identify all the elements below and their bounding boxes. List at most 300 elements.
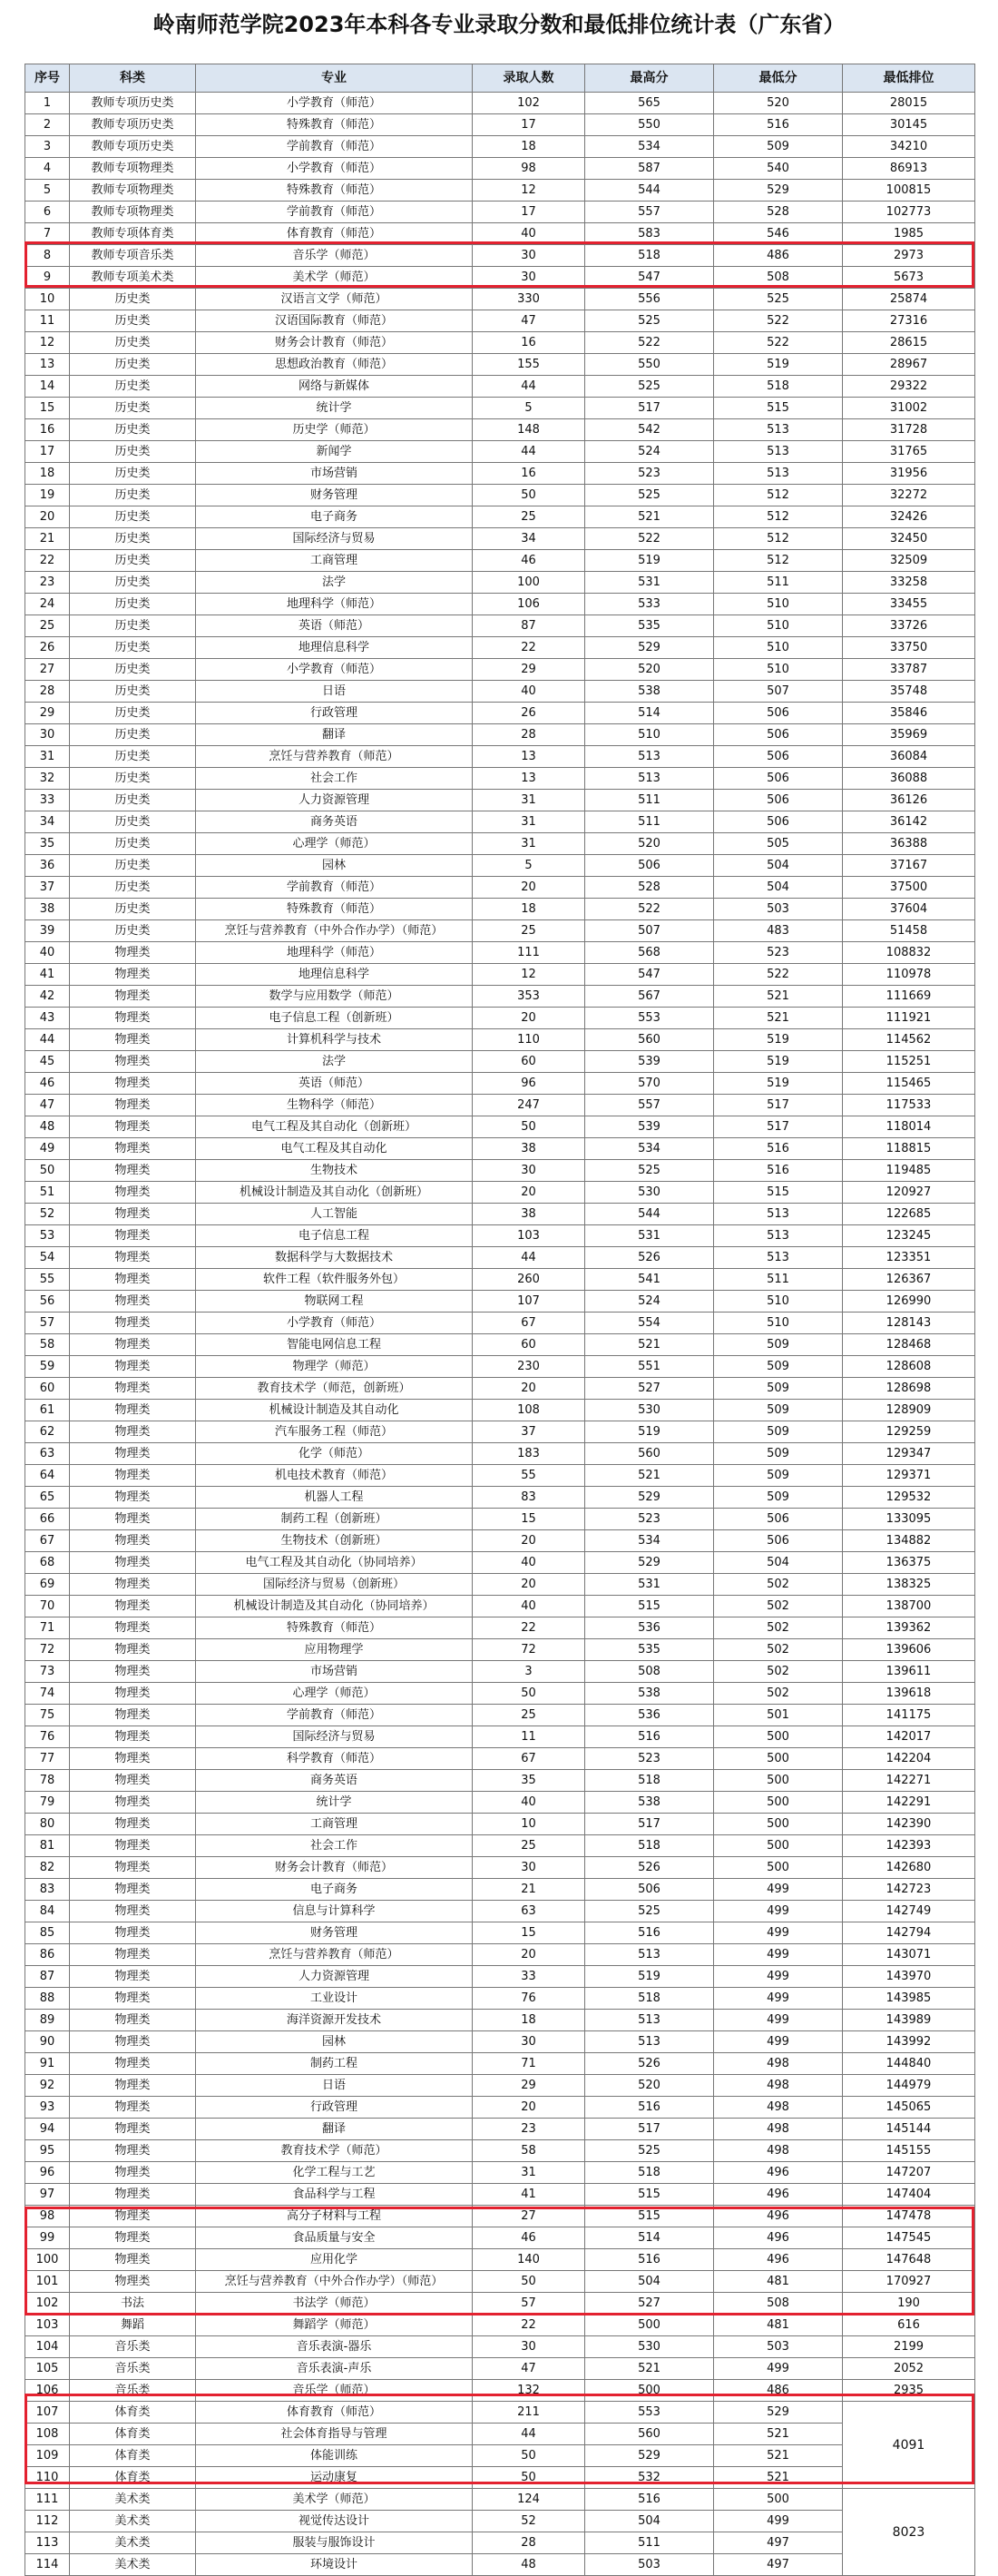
row-min-score: 540 (714, 158, 843, 180)
row-min-rank: 145065 (843, 2097, 975, 2119)
row-max-score: 534 (585, 136, 714, 158)
row-major: 行政管理 (196, 703, 473, 724)
row-index: 70 (25, 1596, 70, 1617)
row-category: 历史类 (70, 398, 196, 419)
row-min-rank: 139362 (843, 1617, 975, 1639)
row-category: 教师专项体育类 (70, 223, 196, 245)
row-major: 小学教育（师范） (196, 1313, 473, 1334)
row-min-score: 503 (714, 2336, 843, 2358)
row-admitted: 38 (473, 1204, 585, 1225)
row-category: 物理类 (70, 1421, 196, 1443)
row-min-score: 486 (714, 245, 843, 267)
table-row (25, 1726, 975, 1748)
row-min-score: 496 (714, 2162, 843, 2184)
row-major: 机械设计制造及其自动化 (196, 1400, 473, 1421)
row-max-score: 506 (585, 1879, 714, 1901)
row-max-score: 518 (585, 1988, 714, 2010)
row-index: 71 (25, 1617, 70, 1639)
row-category: 物理类 (70, 1356, 196, 1378)
row-min-rank: 37500 (843, 877, 975, 899)
row-index: 26 (25, 637, 70, 659)
table-row (25, 1922, 975, 1944)
row-admitted: 13 (473, 768, 585, 790)
row-index: 53 (25, 1225, 70, 1247)
row-category: 历史类 (70, 768, 196, 790)
table-row (25, 1639, 975, 1661)
row-category: 物理类 (70, 2140, 196, 2162)
row-category: 物理类 (70, 1291, 196, 1313)
row-category: 物理类 (70, 1835, 196, 1857)
row-max-score: 570 (585, 1073, 714, 1095)
row-index: 65 (25, 1487, 70, 1509)
row-min-score: 506 (714, 746, 843, 768)
row-min-rank: 28967 (843, 354, 975, 376)
row-category: 历史类 (70, 615, 196, 637)
row-admitted: 41 (473, 2184, 585, 2206)
row-max-score: 519 (585, 1966, 714, 1988)
row-min-rank: 134882 (843, 1530, 975, 1552)
row-category: 物理类 (70, 1051, 196, 1073)
row-category: 物理类 (70, 1574, 196, 1596)
row-major: 法学 (196, 1051, 473, 1073)
row-category: 物理类 (70, 2031, 196, 2053)
row-index: 59 (25, 1356, 70, 1378)
row-min-score: 500 (714, 1814, 843, 1835)
row-category: 历史类 (70, 746, 196, 768)
row-min-rank: 139606 (843, 1639, 975, 1661)
row-min-score: 519 (714, 1051, 843, 1073)
row-min-rank: 141175 (843, 1705, 975, 1726)
row-major: 体育教育（师范） (196, 223, 473, 245)
row-major: 制药工程（创新班） (196, 1509, 473, 1530)
row-major: 翻译 (196, 2119, 473, 2140)
row-max-score: 551 (585, 1356, 714, 1378)
row-admitted: 25 (473, 1705, 585, 1726)
row-min-score: 498 (714, 2075, 843, 2097)
row-major: 物联网工程 (196, 1291, 473, 1313)
table-row (25, 2140, 975, 2162)
row-category: 物理类 (70, 1530, 196, 1552)
row-admitted: 98 (473, 158, 585, 180)
table-row (25, 202, 975, 223)
row-index: 27 (25, 659, 70, 681)
row-category: 物理类 (70, 1465, 196, 1487)
row-category: 美术类 (70, 2489, 196, 2511)
row-major: 烹饪与营养教育（师范） (196, 1944, 473, 1966)
row-min-score: 496 (714, 2249, 843, 2271)
row-index: 3 (25, 136, 70, 158)
row-index: 55 (25, 1269, 70, 1291)
row-min-score: 499 (714, 2511, 843, 2532)
row-max-score: 550 (585, 114, 714, 136)
row-category: 物理类 (70, 1639, 196, 1661)
row-index: 108 (25, 2424, 70, 2445)
row-admitted: 52 (473, 2511, 585, 2532)
table-row (25, 1879, 975, 1901)
table-row (25, 223, 975, 245)
row-min-score: 500 (714, 1857, 843, 1879)
row-min-rank: 33787 (843, 659, 975, 681)
row-major: 汽车服务工程（师范） (196, 1421, 473, 1443)
table-row (25, 2162, 975, 2184)
row-min-rank: 2052 (843, 2358, 975, 2380)
row-index: 72 (25, 1639, 70, 1661)
row-major: 心理学（师范） (196, 833, 473, 855)
table-row (25, 2489, 975, 2511)
row-min-score: 510 (714, 594, 843, 615)
row-min-score: 498 (714, 2140, 843, 2162)
row-index: 81 (25, 1835, 70, 1857)
table-row (25, 1378, 975, 1400)
row-index: 35 (25, 833, 70, 855)
row-index: 29 (25, 703, 70, 724)
row-major: 国际经济与贸易（创新班） (196, 1574, 473, 1596)
table-row (25, 2184, 975, 2206)
row-major: 工业设计 (196, 1988, 473, 2010)
row-min-rank: 129532 (843, 1487, 975, 1509)
row-min-rank: 145144 (843, 2119, 975, 2140)
row-min-rank: 142390 (843, 1814, 975, 1835)
row-category: 物理类 (70, 1857, 196, 1879)
table-row (25, 419, 975, 441)
row-index: 37 (25, 877, 70, 899)
table-row (25, 1138, 975, 1160)
row-category: 教师专项历史类 (70, 136, 196, 158)
table-row (25, 93, 975, 114)
row-max-score: 516 (585, 1726, 714, 1748)
row-min-rank: 144979 (843, 2075, 975, 2097)
row-min-score: 506 (714, 790, 843, 811)
row-min-score: 504 (714, 855, 843, 877)
row-admitted: 46 (473, 550, 585, 572)
row-major: 统计学 (196, 398, 473, 419)
row-max-score: 526 (585, 2053, 714, 2075)
row-major: 美术学（师范） (196, 267, 473, 289)
row-major: 市场营销 (196, 1661, 473, 1683)
row-min-score: 512 (714, 506, 843, 528)
row-category: 美术类 (70, 2554, 196, 2576)
row-major: 生物技术 (196, 1160, 473, 1182)
row-min-score: 499 (714, 1944, 843, 1966)
row-min-score: 516 (714, 1160, 843, 1182)
row-min-score: 510 (714, 1291, 843, 1313)
header-max-score: 最高分 (585, 64, 714, 93)
row-major: 音乐学（师范） (196, 245, 473, 267)
row-max-score: 529 (585, 1552, 714, 1574)
row-min-rank: 1985 (843, 223, 975, 245)
row-major: 日语 (196, 681, 473, 703)
table-row (25, 1683, 975, 1705)
row-category: 物理类 (70, 1509, 196, 1530)
row-max-score: 513 (585, 768, 714, 790)
row-min-score: 523 (714, 942, 843, 964)
row-min-rank: 108832 (843, 942, 975, 964)
row-max-score: 526 (585, 1857, 714, 1879)
row-max-score: 504 (585, 2271, 714, 2293)
table-row (25, 1334, 975, 1356)
row-major: 计算机科学与技术 (196, 1029, 473, 1051)
merged-min-rank: 4091 (843, 2402, 975, 2489)
row-min-score: 521 (714, 2424, 843, 2445)
row-max-score: 517 (585, 2119, 714, 2140)
row-category: 物理类 (70, 2119, 196, 2140)
row-index: 10 (25, 289, 70, 310)
row-index: 79 (25, 1792, 70, 1814)
row-index: 34 (25, 811, 70, 833)
table-row (25, 528, 975, 550)
row-min-rank: 33258 (843, 572, 975, 594)
row-index: 44 (25, 1029, 70, 1051)
table-row (25, 2031, 975, 2053)
table-row (25, 332, 975, 354)
table-row (25, 2010, 975, 2031)
row-min-score: 516 (714, 1138, 843, 1160)
table-row (25, 1814, 975, 1835)
row-min-score: 509 (714, 1400, 843, 1421)
row-min-rank: 31728 (843, 419, 975, 441)
row-min-rank: 35748 (843, 681, 975, 703)
row-index: 47 (25, 1095, 70, 1116)
row-index: 40 (25, 942, 70, 964)
row-min-score: 528 (714, 202, 843, 223)
row-min-rank: 147648 (843, 2249, 975, 2271)
row-index: 31 (25, 746, 70, 768)
row-min-score: 511 (714, 1269, 843, 1291)
row-min-score: 499 (714, 1988, 843, 2010)
row-admitted: 13 (473, 746, 585, 768)
row-category: 历史类 (70, 659, 196, 681)
row-index: 114 (25, 2554, 70, 2576)
row-admitted: 31 (473, 833, 585, 855)
table-row (25, 2271, 975, 2293)
row-min-score: 506 (714, 811, 843, 833)
row-major: 统计学 (196, 1792, 473, 1814)
row-max-score: 547 (585, 267, 714, 289)
row-category: 物理类 (70, 1116, 196, 1138)
table-row (25, 1944, 975, 1966)
row-category: 物理类 (70, 964, 196, 986)
table-row (25, 1204, 975, 1225)
row-min-rank: 36084 (843, 746, 975, 768)
row-major: 地理科学（师范） (196, 594, 473, 615)
row-max-score: 529 (585, 1487, 714, 1509)
row-admitted: 30 (473, 267, 585, 289)
row-index: 2 (25, 114, 70, 136)
row-index: 1 (25, 93, 70, 114)
row-min-score: 509 (714, 1465, 843, 1487)
row-admitted: 10 (473, 1814, 585, 1835)
row-admitted: 353 (473, 986, 585, 1008)
row-category: 物理类 (70, 942, 196, 964)
row-major: 新闻学 (196, 441, 473, 463)
row-max-score: 514 (585, 2227, 714, 2249)
table-row (25, 637, 975, 659)
row-category: 物理类 (70, 1726, 196, 1748)
row-major: 园林 (196, 855, 473, 877)
row-max-score: 525 (585, 1901, 714, 1922)
row-max-score: 560 (585, 2424, 714, 2445)
row-major: 应用化学 (196, 2249, 473, 2271)
table-row (25, 354, 975, 376)
row-max-score: 553 (585, 2402, 714, 2424)
row-category: 音乐类 (70, 2336, 196, 2358)
row-index: 102 (25, 2293, 70, 2315)
row-major: 特殊教育（师范） (196, 180, 473, 202)
row-admitted: 12 (473, 964, 585, 986)
row-max-score: 520 (585, 833, 714, 855)
row-min-rank: 142204 (843, 1748, 975, 1770)
row-max-score: 531 (585, 1574, 714, 1596)
row-admitted: 330 (473, 289, 585, 310)
row-index: 20 (25, 506, 70, 528)
row-index: 75 (25, 1705, 70, 1726)
row-min-rank: 115465 (843, 1073, 975, 1095)
table-row (25, 2119, 975, 2140)
row-max-score: 516 (585, 2097, 714, 2119)
row-min-score: 502 (714, 1617, 843, 1639)
row-category: 物理类 (70, 1596, 196, 1617)
row-major: 烹饪与营养教育（中外合作办学）（师范） (196, 2271, 473, 2293)
row-index: 45 (25, 1051, 70, 1073)
table-row (25, 899, 975, 920)
row-major: 市场营销 (196, 463, 473, 485)
row-min-score: 498 (714, 2119, 843, 2140)
row-min-score: 510 (714, 1313, 843, 1334)
table-row (25, 441, 975, 463)
row-max-score: 506 (585, 855, 714, 877)
row-max-score: 557 (585, 202, 714, 223)
row-index: 23 (25, 572, 70, 594)
row-major: 生物技术（创新班） (196, 1530, 473, 1552)
row-max-score: 542 (585, 419, 714, 441)
table-row (25, 550, 975, 572)
row-max-score: 531 (585, 572, 714, 594)
row-category: 历史类 (70, 310, 196, 332)
row-category: 音乐类 (70, 2358, 196, 2380)
table-row (25, 2402, 975, 2424)
row-major: 社会工作 (196, 768, 473, 790)
row-index: 106 (25, 2380, 70, 2402)
row-admitted: 110 (473, 1029, 585, 1051)
row-min-score: 483 (714, 920, 843, 942)
row-admitted: 25 (473, 506, 585, 528)
row-min-score: 522 (714, 310, 843, 332)
row-major: 人力资源管理 (196, 1966, 473, 1988)
row-admitted: 260 (473, 1269, 585, 1291)
row-category: 美术类 (70, 2511, 196, 2532)
row-major: 地理科学（师范） (196, 942, 473, 964)
row-index: 60 (25, 1378, 70, 1400)
row-max-score: 523 (585, 1748, 714, 1770)
row-index: 64 (25, 1465, 70, 1487)
header-admitted: 录取人数 (473, 64, 585, 93)
row-max-score: 530 (585, 1182, 714, 1204)
row-major: 音乐表演-器乐 (196, 2336, 473, 2358)
row-category: 物理类 (70, 2075, 196, 2097)
row-admitted: 55 (473, 1465, 585, 1487)
row-admitted: 183 (473, 1443, 585, 1465)
table-row (25, 2053, 975, 2075)
row-category: 历史类 (70, 506, 196, 528)
header-min-rank: 最低排位 (843, 64, 975, 93)
row-admitted: 15 (473, 1922, 585, 1944)
row-min-rank: 138325 (843, 1574, 975, 1596)
row-min-score: 498 (714, 2053, 843, 2075)
row-index: 49 (25, 1138, 70, 1160)
row-index: 32 (25, 768, 70, 790)
merged-min-rank: 8023 (843, 2489, 975, 2576)
row-min-rank: 142393 (843, 1835, 975, 1857)
row-min-score: 506 (714, 1509, 843, 1530)
row-admitted: 44 (473, 2424, 585, 2445)
row-category: 物理类 (70, 1901, 196, 1922)
row-min-rank: 27316 (843, 310, 975, 332)
row-min-score: 502 (714, 1639, 843, 1661)
row-max-score: 554 (585, 1313, 714, 1334)
row-admitted: 17 (473, 114, 585, 136)
row-category: 历史类 (70, 703, 196, 724)
row-admitted: 40 (473, 681, 585, 703)
row-major: 工商管理 (196, 1814, 473, 1835)
row-index: 42 (25, 986, 70, 1008)
table-row (25, 681, 975, 703)
row-max-score: 513 (585, 1944, 714, 1966)
row-major: 机电技术教育（师范） (196, 1465, 473, 1487)
table-row (25, 942, 975, 964)
table-row (25, 2097, 975, 2119)
row-admitted: 67 (473, 1313, 585, 1334)
row-category: 物理类 (70, 1770, 196, 1792)
row-max-score: 513 (585, 746, 714, 768)
row-max-score: 519 (585, 1421, 714, 1443)
row-admitted: 132 (473, 2380, 585, 2402)
row-admitted: 33 (473, 1966, 585, 1988)
row-min-rank: 143989 (843, 2010, 975, 2031)
row-major: 机械设计制造及其自动化（创新班） (196, 1182, 473, 1204)
row-admitted: 28 (473, 724, 585, 746)
table-row (25, 1857, 975, 1879)
row-major: 软件工程（软件服务外包） (196, 1269, 473, 1291)
row-major: 财务管理 (196, 485, 473, 506)
row-max-score: 517 (585, 398, 714, 419)
row-min-score: 499 (714, 1922, 843, 1944)
table-row (25, 1269, 975, 1291)
row-min-score: 501 (714, 1705, 843, 1726)
row-max-score: 550 (585, 354, 714, 376)
row-min-score: 481 (714, 2315, 843, 2336)
row-major: 智能电网信息工程 (196, 1334, 473, 1356)
row-min-score: 521 (714, 2445, 843, 2467)
row-max-score: 535 (585, 1639, 714, 1661)
table-row (25, 310, 975, 332)
table-row (25, 811, 975, 833)
row-admitted: 60 (473, 1334, 585, 1356)
row-index: 54 (25, 1247, 70, 1269)
row-min-rank: 128909 (843, 1400, 975, 1421)
row-category: 历史类 (70, 833, 196, 855)
row-index: 97 (25, 2184, 70, 2206)
row-category: 历史类 (70, 899, 196, 920)
row-index: 56 (25, 1291, 70, 1313)
table-row (25, 1487, 975, 1509)
row-min-score: 525 (714, 289, 843, 310)
row-category: 历史类 (70, 485, 196, 506)
row-max-score: 504 (585, 2511, 714, 2532)
row-min-rank: 122685 (843, 1204, 975, 1225)
row-admitted: 124 (473, 2489, 585, 2511)
row-major: 财务管理 (196, 1922, 473, 1944)
row-index: 110 (25, 2467, 70, 2489)
